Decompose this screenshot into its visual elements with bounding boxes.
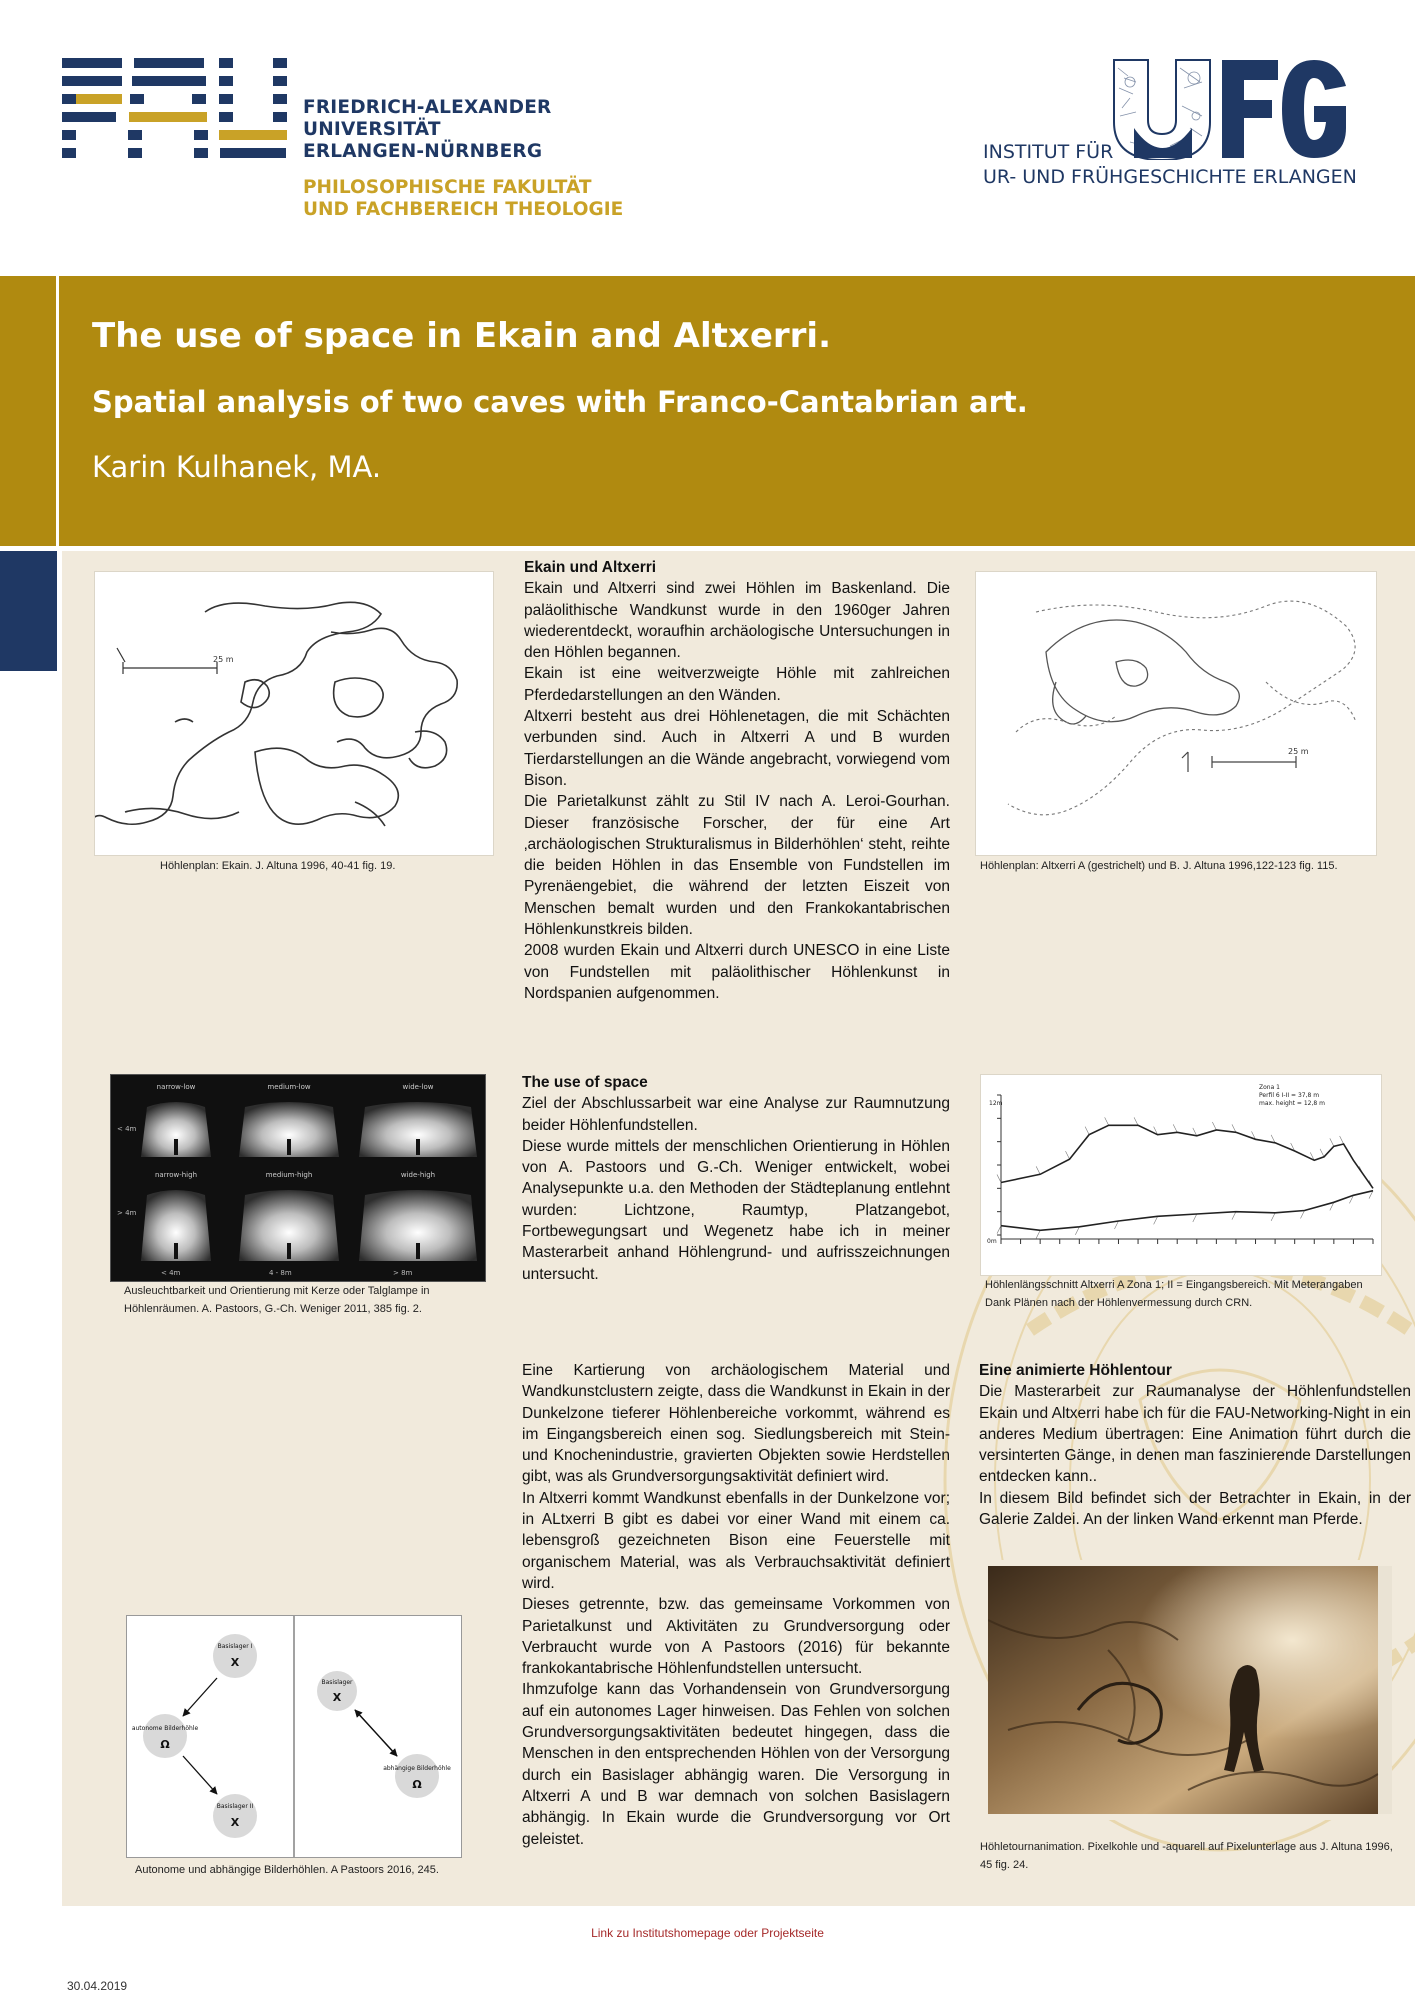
section-hatch-mark (1193, 1214, 1197, 1222)
section-hatch-mark (1134, 1117, 1138, 1125)
section-floor-line (1001, 1191, 1373, 1231)
width-label-narrow: < 4m (161, 1269, 181, 1277)
x-mark: X (230, 1816, 240, 1829)
width-label-medium: 4 - 8m (269, 1269, 292, 1277)
section-legend-profile: Perfil 6 I-II = 37,8 m (1259, 1092, 1320, 1099)
paragraph: In Altxerri kommt Wandkunst ebenfalls in der Dunkelzone vor; in ALtxerri B gibt es dabei vor einer Wand mit einem ca. lebensgroß gezeichneten Bison eine Feuerstelle mit organischem Material, was als Verbrauchsaktivität definiert wird. (522, 1489, 950, 1592)
section-caption: Höhlenlängsschnitt Altxerri A Zona 1; II = Eingangsbereich. Mit Meterangaben Dank Plänen nach der Höhlenvermessung durch CRN. (985, 1279, 1363, 1309)
section-hatch-mark (1340, 1136, 1344, 1144)
lighting-label: wide-low (402, 1083, 434, 1091)
lighting-label: medium-high (265, 1171, 313, 1179)
section-hatch-mark (1085, 1127, 1089, 1135)
paragraph: Eine Kartierung von archäologischem Material und Wandkunstclustern zeigte, dass die Wandkunst in Ekain in der Dunkelzone tieferer Höhlenbereiche vorkommt, während es im Eingangsbereich einen sog. Siedlungsbereich mit Stein- und Knochenindustrie, gravierten Objekten sowie Herdstellen gibt, was als Grundversorgungsaktivität definiert wird. (522, 1362, 950, 1486)
section-legend-zone: Zona 1 (1259, 1084, 1280, 1091)
section-hatch-mark (1320, 1149, 1324, 1157)
person-silhouette (174, 1139, 178, 1155)
section-axis-origin: 0m (987, 1238, 997, 1245)
label-autonome: autonome Bilderhöhle (131, 1725, 199, 1732)
section-roof-line (1001, 1125, 1373, 1188)
omega-mark: Ω (412, 1778, 422, 1791)
section-legend-height: max. height = 12,8 m (1259, 1100, 1325, 1107)
side-accent-bar (0, 551, 57, 671)
poster-subtitle: Spatial analysis of two caves with Franco-Cantabrian art. (92, 385, 1028, 419)
section-hatch-mark (1154, 1216, 1158, 1224)
paragraph: Die Masterarbeit zur Raumanalyse der Höhlenfundstellen Ekain und Altxerri habe ich für die FAU-Networking-Night in ein anderes Medium übertragen: Eine Animation führt durch die versinterten Gänge, in denen man faszinierende Darstellungen entdecken kann.. (979, 1383, 1411, 1486)
base-camp-diagram (126, 1615, 462, 1858)
lighting-label: narrow-high (155, 1171, 197, 1179)
section-hatch-mark (997, 1226, 1001, 1234)
paragraph: Ihmzufolge kann das Vorhandensein von Grundversorgung auf ein autonomes Lager hinweisen. Das Fehlen von solchen Grundversorgungsaktivitäten bedeutet hingegen, dass die Menschen in den entsprechenden Höhlen von der Versorgung durch ein Basislager abhängig waren. Die Versorgung in Altxerri A und B war demnach von solchen Basislagern abhängig. In Ekain wurde die Grundversorgung vor Ort geleistet. (522, 1681, 950, 1848)
section-hatch-mark (1300, 1211, 1304, 1219)
base-camp-caption: Autonome und abhängige Bilderhöhlen. A Pastoors 2016, 245. (135, 1864, 439, 1876)
x-mark: X (230, 1656, 240, 1669)
faculty-line2: UND FACHBEREICH THEOLOGIE (303, 199, 624, 220)
section-animated-tour (979, 1360, 1411, 1530)
fau-logo (62, 58, 287, 160)
section-hatch-mark (1271, 1213, 1275, 1221)
paragraph: Dieses getrennte, bzw. das gemeinsame Vorkommen von Parietalkunst und Aktivitäten zu Grundversorgung oder Verbraucht wurde von A Pastoors (2016) für bekannte frankokantabrische Höhlenfundstellen untersucht. (522, 1596, 950, 1678)
label-basislager-2: Basislager II (216, 1803, 254, 1810)
section-hatch-mark (997, 1175, 1001, 1183)
section-hatch-mark (1212, 1122, 1216, 1130)
paragraph: 2008 wurden Ekain und Altxerri durch UNESCO in eine Liste von Fundstellen mit paläolithischer Höhlenkunst in Nordspanien aufgenommen. (524, 942, 950, 1002)
altxerri-cave-plan (975, 571, 1377, 856)
banner-divider (56, 276, 59, 546)
section-hatch-mark (1075, 1227, 1079, 1235)
width-label-wide: > 8m (393, 1269, 413, 1277)
lighting-orientation-figure (110, 1074, 486, 1282)
person-silhouette (287, 1139, 291, 1155)
section-heading: The use of space (522, 1074, 648, 1091)
section-heading: Eine animierte Höhlentour (979, 1362, 1172, 1379)
lighting-caption: Ausleuchtbarkeit und Orientierung mit Kerze oder Talglampe in Höhlenräumen. A. Pastoors, G.-Ch. Weniger 2011, 385 fig. 2. (124, 1285, 430, 1315)
altxerri-plan-caption: Höhlenplan: Altxerri A (gestrichelt) und B. J. Altuna 1996,122-123 fig. 115. (980, 860, 1338, 872)
omega-mark: Ω (160, 1738, 170, 1751)
altxerri-longitudinal-section (980, 1074, 1382, 1276)
person-silhouette (416, 1243, 420, 1259)
section-hatch-mark (1036, 1230, 1040, 1238)
ekain-scale-label: 25 m (213, 655, 234, 664)
university-name-line3: ERLANGEN-NÜRNBERG (303, 141, 543, 162)
section-heading: Ekain und Altxerri (524, 559, 657, 576)
paragraph: In diesem Bild befindet sich der Betrachter in Ekain, in der Galerie Zaldei. An der linken Wand erkennt man Pferde. (979, 1489, 1411, 1529)
person-silhouette (287, 1243, 291, 1259)
section-axis-top-label: 12m (989, 1100, 1003, 1107)
ufg-logo (1110, 58, 1350, 160)
section-ekain-altxerri (524, 557, 950, 1004)
height-label-low: < 4m (117, 1125, 137, 1133)
label-abhaengige: abhängige Bilderhöhle (383, 1765, 451, 1772)
poster-date: 30.04.2019 (67, 1979, 128, 1993)
x-mark: X (332, 1691, 342, 1704)
poster-author: Karin Kulhanek, MA. (92, 450, 382, 484)
paragraph: Altxerri besteht aus drei Höhlenetagen, die mit Schächten verbunden sind. Auch in Altxerri A und B wurden Tierdarstellungen an die Wände angebracht, vorwiegend vom Bison. (524, 708, 950, 789)
cave-tour-image (988, 1560, 1392, 1820)
person-silhouette (174, 1243, 178, 1259)
section-use-of-space (522, 1072, 950, 1285)
lighting-label: narrow-low (156, 1083, 196, 1091)
label-basislager: Basislager (321, 1679, 353, 1686)
university-name-line1: FRIEDRICH-ALEXANDER (303, 97, 552, 118)
faculty-line1: PHILOSOPHISCHE FAKULTÄT (303, 177, 592, 198)
section-hatch-mark (1173, 1124, 1177, 1132)
altxerri-scale-label: 25 m (1288, 747, 1309, 756)
section-hatch-mark (1330, 1138, 1334, 1146)
university-name-line2: UNIVERSITÄT (303, 119, 441, 140)
lighting-label: wide-high (400, 1171, 436, 1179)
person-silhouette (416, 1139, 420, 1155)
section-hatch-mark (1036, 1166, 1040, 1174)
paragraph: Ekain ist eine weitverzweigte Höhle mit zahlreichen Pferdedarstellungen an den Wänden. (524, 665, 950, 704)
institute-homepage-link[interactable]: Link zu Institutshomepage oder Projektseite (591, 1926, 824, 1940)
section-hatch-mark (1105, 1117, 1109, 1125)
height-label-high: > 4m (117, 1209, 137, 1217)
section-hatch-mark (1232, 1212, 1236, 1220)
lighting-label: medium-low (267, 1083, 311, 1091)
paragraph: Ekain und Altxerri sind zwei Höhlen im Baskenland. Die paläolithische Wandkunst wurde in den 1960ger Jahren wiederentdeckt, woraufhin archäologische Untersuchungen in den Höhlen begannen. (524, 580, 950, 662)
section-hatch-mark (1066, 1151, 1070, 1159)
label-basislager-1: Basislager I (217, 1643, 253, 1650)
institute-line2: UR- UND FRÜHGESCHICHTE ERLANGEN (983, 166, 1357, 188)
section-mapping (522, 1360, 950, 1850)
institute-line1: INSTITUT FÜR (983, 141, 1114, 163)
ekain-plan-caption: Höhlenplan: Ekain. J. Altuna 1996, 40-41 fig. 19. (160, 860, 396, 872)
paragraph: Die Parietalkunst zählt zu Stil IV nach A. Leroi-Gourhan. Dieser französische Forscher, der für eine Art ‚archäologischen Strukturalismus in Bilderhöhlen‘ steht, reihte die beiden Höhlen in das Ensemble von Fundstellen im Pyrenäengebiet, die während der letzten Eiszeit von Menschen bemalt wurden und den Frankokantabrischen Höhlenkunstkreis bilden. (524, 793, 950, 939)
paragraph: Ziel der Abschlussarbeit war eine Analyse zur Raumnutzung beider Höhlenfundstellen. (522, 1095, 950, 1134)
cave-tour-caption: Höhletournanimation. Pixelkohle und -aquarell auf Pixelunterlage aus J. Altuna 1996, 45 fig. 24. (980, 1841, 1393, 1871)
ekain-cave-plan (94, 571, 494, 856)
poster-title: The use of space in Ekain and Altxerri. (92, 316, 832, 356)
paragraph: Diese wurde mittels der menschlichen Orientierung in Höhlen von A. Pastoors und G.-Ch. Weniger entwickelt, wobei Analysepunkte u.a. den Methoden der Städteplanung entlehnt wurden: Lichtzone, Raumtyp, Platzangebot, Fortbewegungsart und Wegenetz habe ich in meiner Masterarbeit anhand Höhlengrund- und aufrisszeichnungen untersucht. (522, 1137, 950, 1283)
